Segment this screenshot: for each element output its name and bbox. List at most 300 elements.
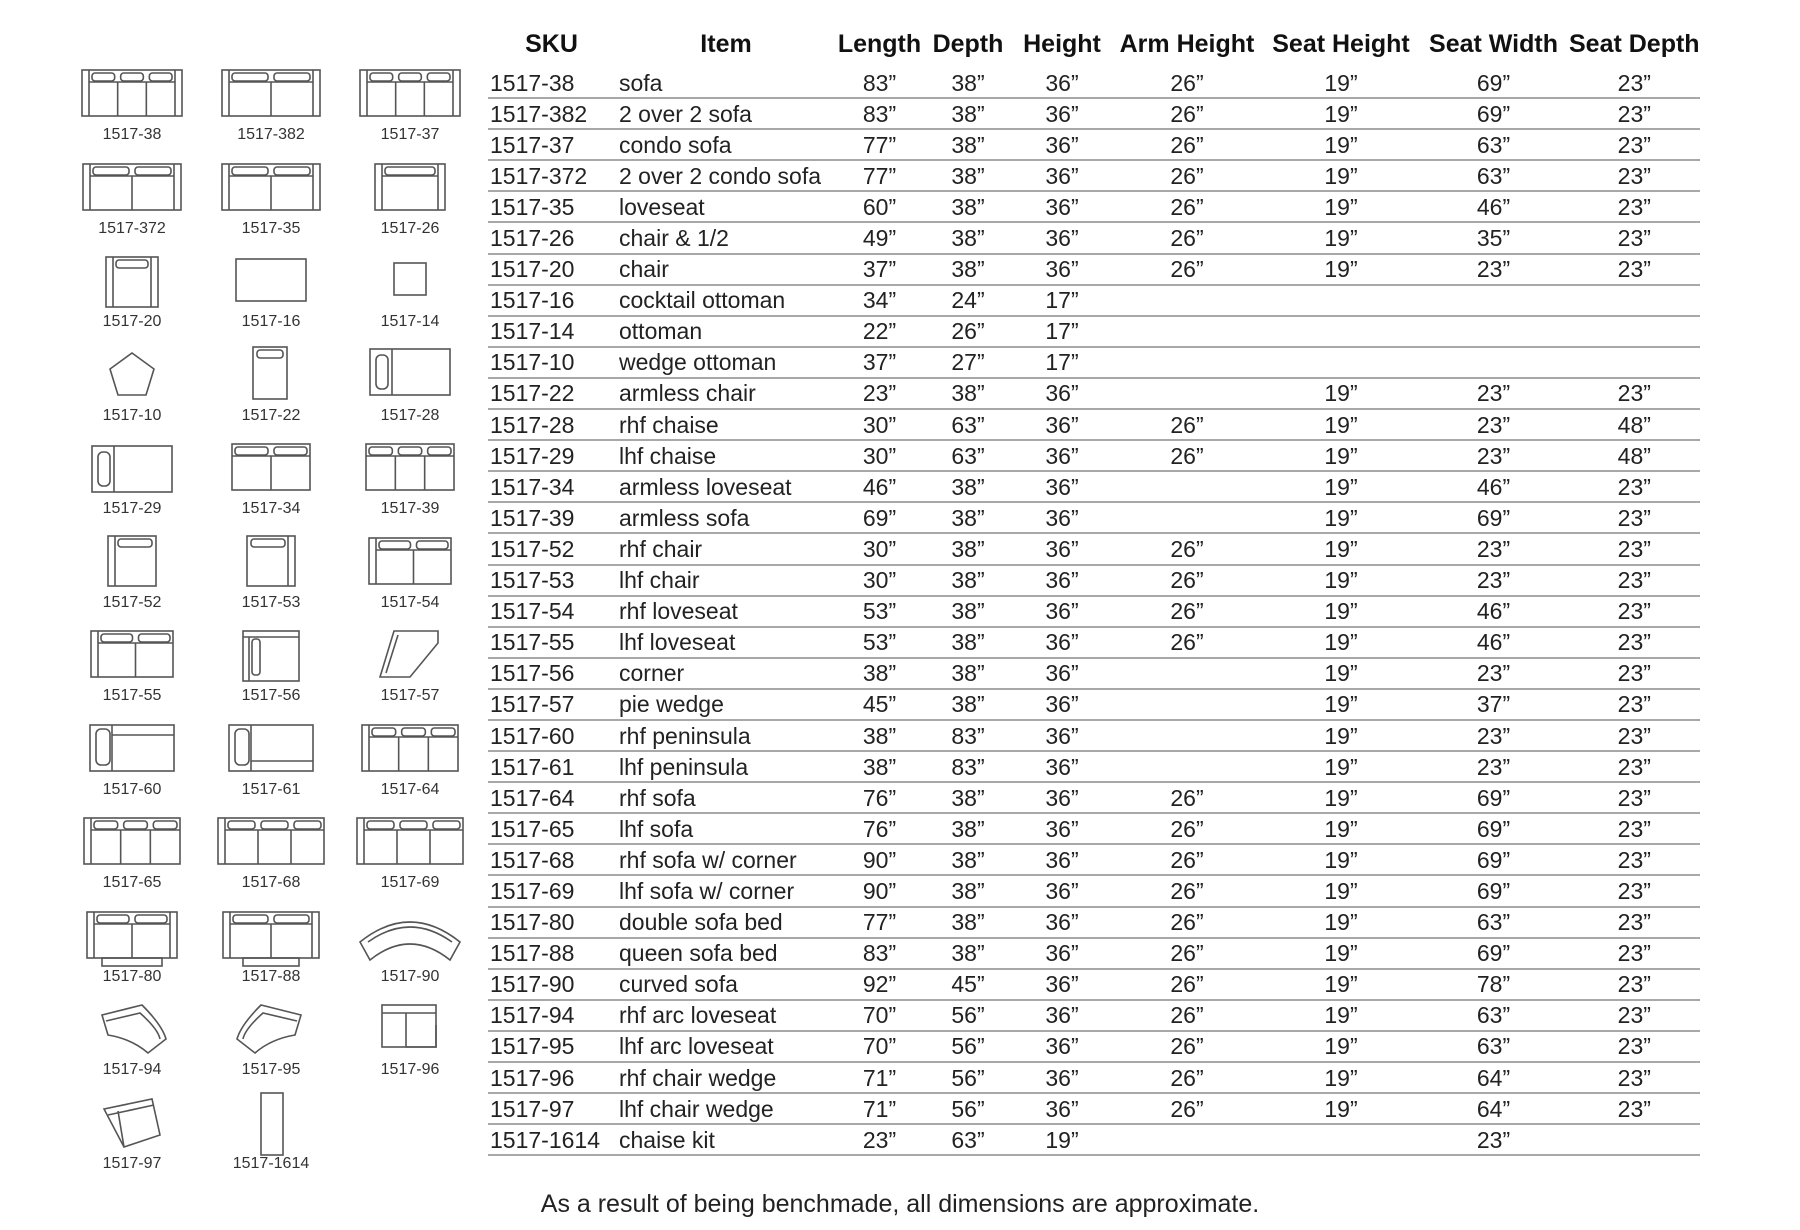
cell-arm-height: 26” (1110, 1062, 1264, 1093)
cell-sku: 1517-80 (488, 907, 615, 938)
cell-height: 36” (1014, 782, 1110, 813)
cell-length: 70” (837, 1031, 922, 1062)
cell-seat-width: 23” (1418, 1124, 1569, 1155)
cell-sku: 1517-88 (488, 938, 615, 969)
furniture-diagram (201, 621, 341, 713)
cell-depth: 38” (922, 782, 1014, 813)
cell-sku: 1517-60 (488, 720, 615, 751)
table-row (488, 969, 1700, 1000)
cell-seat-depth: 23” (1569, 907, 1700, 938)
furniture-diagram (201, 528, 341, 620)
cell-item: rhf sofa w/ corner (615, 844, 837, 875)
furniture-diagram (340, 995, 480, 1087)
cell-arm-height: 26” (1110, 254, 1264, 285)
cell-item: rhf chaise (615, 409, 837, 440)
diagram-label: 1517-34 (241, 500, 301, 517)
diagram-label: 1517-60 (102, 780, 162, 798)
cell-seat-width: 63” (1418, 1031, 1569, 1062)
cell-length: 77” (837, 907, 922, 938)
cell-height: 17” (1014, 285, 1110, 316)
cell-depth: 38” (922, 160, 1014, 191)
cell-seat-height: 19” (1264, 68, 1418, 98)
cell-item: lhf arc loveseat (615, 1031, 837, 1062)
armless-3-icon (340, 434, 480, 504)
furniture-diagram (62, 341, 202, 433)
table-row (488, 129, 1700, 160)
table-row (488, 1093, 1700, 1124)
cell-height: 36” (1014, 969, 1110, 1000)
cell-seat-width: 23” (1418, 440, 1569, 471)
cell-length: 83” (837, 938, 922, 969)
cell-length: 30” (837, 440, 922, 471)
wedge-right-icon (340, 995, 480, 1065)
cell-length: 30” (837, 565, 922, 596)
cell-seat-depth: 23” (1569, 658, 1700, 689)
cell-length: 37” (837, 347, 922, 378)
cell-depth: 63” (922, 409, 1014, 440)
cell-seat-depth: 23” (1569, 875, 1700, 906)
cell-arm-height: 26” (1110, 160, 1264, 191)
cell-arm-height: 26” (1110, 1000, 1264, 1031)
cell-length: 71” (837, 1093, 922, 1124)
cell-seat-width: 69” (1418, 844, 1569, 875)
cell-depth: 56” (922, 1062, 1014, 1093)
cell-sku: 1517-10 (488, 347, 615, 378)
cell-item: curved sofa (615, 969, 837, 1000)
cell-height: 36” (1014, 627, 1110, 658)
cell-seat-width: 69” (1418, 875, 1569, 906)
cell-sku: 1517-37 (488, 129, 615, 160)
cell-seat-width (1418, 347, 1569, 378)
cell-arm-height: 26” (1110, 222, 1264, 253)
cell-length: 76” (837, 782, 922, 813)
cell-item: rhf chair (615, 533, 837, 564)
cell-length: 69” (837, 502, 922, 533)
diagram-grid (0, 0, 480, 1230)
cell-item: corner (615, 658, 837, 689)
cell-seat-width: 23” (1418, 409, 1569, 440)
cell-seat-depth: 23” (1569, 1062, 1700, 1093)
cell-depth: 38” (922, 222, 1014, 253)
cell-length: 46” (837, 471, 922, 502)
cell-length: 38” (837, 658, 922, 689)
table-row (488, 409, 1700, 440)
cell-length: 23” (837, 1124, 922, 1155)
cell-length: 53” (837, 596, 922, 627)
cell-seat-depth: 23” (1569, 471, 1700, 502)
cell-seat-width: 69” (1418, 502, 1569, 533)
cell-depth: 83” (922, 751, 1014, 782)
cell-depth: 38” (922, 813, 1014, 844)
cell-arm-height: 26” (1110, 782, 1264, 813)
cell-depth: 24” (922, 285, 1014, 316)
diagram-label: 1517-53 (241, 593, 301, 611)
cell-arm-height: 26” (1110, 969, 1264, 1000)
cell-height: 36” (1014, 378, 1110, 409)
cell-arm-height: 26” (1110, 440, 1264, 471)
cell-seat-depth: 23” (1569, 533, 1700, 564)
table-row (488, 160, 1700, 191)
cell-length: 83” (837, 98, 922, 129)
cell-arm-height (1110, 471, 1264, 502)
cell-item: lhf sofa (615, 813, 837, 844)
diagram-label: 1517-382 (237, 126, 305, 143)
diagram-label: 1517-35 (241, 219, 301, 237)
cell-length: 34” (837, 285, 922, 316)
cell-depth: 56” (922, 1000, 1014, 1031)
cell-seat-width (1418, 285, 1569, 316)
cell-depth: 38” (922, 596, 1014, 627)
cell-sku: 1517-55 (488, 627, 615, 658)
cell-arm-height (1110, 347, 1264, 378)
cell-depth: 63” (922, 440, 1014, 471)
furniture-diagram (201, 154, 341, 246)
furniture-diagram (340, 902, 480, 994)
cell-seat-depth: 23” (1569, 191, 1700, 222)
cell-seat-height: 19” (1264, 720, 1418, 751)
header-item: Item (700, 29, 752, 58)
diagram-label: 1517-39 (380, 500, 440, 517)
furniture-diagram (340, 715, 480, 807)
cell-seat-height: 19” (1264, 409, 1418, 440)
diagram-label: 1517-1614 (232, 1154, 310, 1172)
peninsula-right-icon (62, 715, 202, 785)
header-seat-height: Seat Height (1272, 29, 1410, 58)
cell-seat-width: 78” (1418, 969, 1569, 1000)
cell-sku: 1517-57 (488, 689, 615, 720)
cell-seat-height: 19” (1264, 378, 1418, 409)
cell-seat-width: 37” (1418, 689, 1569, 720)
cell-seat-width: 23” (1418, 720, 1569, 751)
cell-seat-width: 64” (1418, 1062, 1569, 1093)
cell-depth: 83” (922, 720, 1014, 751)
diagram-label: 1517-64 (380, 780, 440, 798)
chaise-right-icon (340, 341, 480, 411)
cell-arm-height: 26” (1110, 68, 1264, 98)
cell-seat-width: 63” (1418, 160, 1569, 191)
cell-length: 77” (837, 129, 922, 160)
cell-seat-height: 19” (1264, 129, 1418, 160)
cell-length: 38” (837, 751, 922, 782)
cell-height: 36” (1014, 502, 1110, 533)
cell-length: 30” (837, 409, 922, 440)
cell-height: 36” (1014, 98, 1110, 129)
diagram-label: 1517-38 (102, 126, 162, 143)
cell-arm-height (1110, 751, 1264, 782)
diagram-label: 1517-29 (102, 500, 162, 517)
cell-length: 76” (837, 813, 922, 844)
furniture-diagram (340, 247, 480, 339)
cell-seat-height (1264, 285, 1418, 316)
cell-arm-height: 26” (1110, 129, 1264, 160)
cell-length: 23” (837, 378, 922, 409)
cell-arm-height: 26” (1110, 938, 1264, 969)
cell-seat-height: 19” (1264, 875, 1418, 906)
cell-depth: 38” (922, 938, 1014, 969)
cell-sku: 1517-14 (488, 316, 615, 347)
cell-height: 36” (1014, 658, 1110, 689)
cell-item: loveseat (615, 191, 837, 222)
diagram-label: 1517-372 (98, 219, 166, 237)
cell-sku: 1517-94 (488, 1000, 615, 1031)
cell-height: 19” (1014, 1124, 1110, 1155)
cell-seat-height: 19” (1264, 938, 1418, 969)
cell-length: 90” (837, 875, 922, 906)
cell-seat-height: 19” (1264, 1000, 1418, 1031)
cell-seat-depth: 23” (1569, 254, 1700, 285)
cell-depth: 38” (922, 378, 1014, 409)
cell-seat-width: 63” (1418, 129, 1569, 160)
cell-arm-height: 26” (1110, 596, 1264, 627)
table-row (488, 627, 1700, 658)
cell-item: lhf peninsula (615, 751, 837, 782)
corner-sofa-icon (340, 808, 480, 878)
sofa-2-icon (201, 60, 341, 130)
cell-arm-height (1110, 378, 1264, 409)
cell-item: ottoman (615, 316, 837, 347)
header-seat-width: Seat Width (1429, 29, 1558, 58)
cell-seat-width: 69” (1418, 938, 1569, 969)
cell-seat-width: 23” (1418, 533, 1569, 564)
armless-2-icon (201, 434, 341, 504)
cell-sku: 1517-56 (488, 658, 615, 689)
cell-item: chair & 1/2 (615, 222, 837, 253)
cell-depth: 38” (922, 907, 1014, 938)
cell-sku: 1517-22 (488, 378, 615, 409)
cell-sku: 1517-372 (488, 160, 615, 191)
chaise-kit-icon (201, 1089, 341, 1159)
cell-seat-depth: 23” (1569, 1000, 1700, 1031)
corner-icon (201, 621, 341, 691)
cell-length: 53” (837, 627, 922, 658)
cell-sku: 1517-97 (488, 1093, 615, 1124)
cell-length: 37” (837, 254, 922, 285)
cell-arm-height: 26” (1110, 409, 1264, 440)
table-row (488, 658, 1700, 689)
cell-arm-height (1110, 1124, 1264, 1155)
table-row (488, 254, 1700, 285)
cell-item: pie wedge (615, 689, 837, 720)
cell-seat-width: 63” (1418, 1000, 1569, 1031)
rect-ottoman-icon (201, 247, 341, 317)
furniture-diagram (62, 528, 202, 620)
cell-seat-depth: 23” (1569, 98, 1700, 129)
cell-height: 36” (1014, 907, 1110, 938)
cell-arm-height: 26” (1110, 533, 1264, 564)
table-row (488, 98, 1700, 129)
furniture-diagram (201, 434, 341, 526)
cell-depth: 26” (922, 316, 1014, 347)
cell-item: wedge ottoman (615, 347, 837, 378)
table-row (488, 751, 1700, 782)
furniture-diagram (201, 995, 341, 1087)
cell-height: 36” (1014, 254, 1110, 285)
cell-length: 60” (837, 191, 922, 222)
cell-item: armless sofa (615, 502, 837, 533)
furniture-diagram (62, 995, 202, 1087)
cell-seat-width: 23” (1418, 565, 1569, 596)
cell-seat-width: 23” (1418, 751, 1569, 782)
cell-sku: 1517-64 (488, 782, 615, 813)
table-body (488, 68, 1700, 1155)
cell-seat-width: 63” (1418, 907, 1569, 938)
cell-item: rhf loveseat (615, 596, 837, 627)
arc-right-icon (62, 995, 202, 1065)
sofa-3-icon (340, 60, 480, 130)
diagram-label: 1517-37 (380, 126, 440, 143)
cell-seat-depth: 23” (1569, 1031, 1700, 1062)
header-length: Length (837, 29, 922, 58)
diagram-label: 1517-65 (102, 874, 162, 891)
table-row (488, 1031, 1700, 1062)
cell-seat-depth (1569, 347, 1700, 378)
cell-seat-width: 46” (1418, 191, 1569, 222)
cell-seat-height: 19” (1264, 1031, 1418, 1062)
cell-seat-depth: 23” (1569, 68, 1700, 98)
table-row (488, 907, 1700, 938)
diagram-label: 1517-52 (102, 593, 162, 611)
cell-height: 36” (1014, 440, 1110, 471)
table-row (488, 191, 1700, 222)
header-sku: SKU (525, 29, 578, 58)
furniture-diagram (62, 434, 202, 526)
cell-seat-width: 23” (1418, 658, 1569, 689)
cell-seat-depth: 23” (1569, 222, 1700, 253)
cell-seat-depth (1569, 316, 1700, 347)
diagram-label: 1517-14 (380, 313, 440, 330)
table-header-row (488, 24, 1700, 68)
cell-height: 36” (1014, 813, 1110, 844)
cell-arm-height: 26” (1110, 565, 1264, 596)
cell-height: 36” (1014, 1031, 1110, 1062)
furniture-diagram (201, 60, 341, 152)
cell-arm-height (1110, 720, 1264, 751)
cell-seat-width: 23” (1418, 378, 1569, 409)
cell-length: 30” (837, 533, 922, 564)
cell-seat-height: 19” (1264, 98, 1418, 129)
cell-seat-depth: 23” (1569, 129, 1700, 160)
cell-length: 38” (837, 720, 922, 751)
cell-seat-height: 19” (1264, 565, 1418, 596)
furniture-diagram (201, 341, 341, 433)
diagram-label: 1517-88 (241, 967, 301, 985)
dimensions-table (488, 24, 1700, 1156)
cell-seat-width: 46” (1418, 596, 1569, 627)
cell-sku: 1517-26 (488, 222, 615, 253)
cell-seat-depth: 23” (1569, 565, 1700, 596)
cell-seat-width: 69” (1418, 782, 1569, 813)
cell-seat-depth: 23” (1569, 751, 1700, 782)
cell-item: armless loveseat (615, 471, 837, 502)
arc-left-icon (201, 995, 341, 1065)
cell-seat-width (1418, 316, 1569, 347)
cell-depth: 38” (922, 68, 1014, 98)
diagram-label: 1517-56 (241, 687, 301, 704)
cell-arm-height (1110, 502, 1264, 533)
diagram-label: 1517-10 (102, 406, 162, 424)
cell-seat-depth: 48” (1569, 409, 1700, 440)
cell-seat-depth (1569, 285, 1700, 316)
cell-depth: 38” (922, 658, 1014, 689)
cell-height: 36” (1014, 68, 1110, 98)
table-row (488, 596, 1700, 627)
table-row (488, 285, 1700, 316)
furniture-diagram (340, 621, 480, 713)
cell-seat-height: 19” (1264, 1093, 1418, 1124)
cell-seat-height (1264, 1124, 1418, 1155)
furniture-diagram (62, 1089, 202, 1181)
furniture-diagram (62, 60, 202, 152)
one-arm-3-icon (62, 808, 202, 878)
furniture-diagram (62, 247, 202, 339)
cell-length: 90” (837, 844, 922, 875)
cell-height: 36” (1014, 129, 1110, 160)
cell-arm-height: 26” (1110, 907, 1264, 938)
cell-seat-height: 19” (1264, 160, 1418, 191)
table-row (488, 720, 1700, 751)
cell-seat-depth: 23” (1569, 689, 1700, 720)
cell-height: 36” (1014, 533, 1110, 564)
cell-item: chaise kit (615, 1124, 837, 1155)
cell-height: 36” (1014, 875, 1110, 906)
cell-item: lhf chair wedge (615, 1093, 837, 1124)
cell-sku: 1517-61 (488, 751, 615, 782)
cell-arm-height: 26” (1110, 813, 1264, 844)
table-row (488, 533, 1700, 564)
cell-height: 36” (1014, 596, 1110, 627)
cell-item: lhf chair (615, 565, 837, 596)
cell-height: 36” (1014, 565, 1110, 596)
sofabed-2-icon (62, 902, 202, 972)
diagram-label: 1517-28 (380, 406, 440, 424)
cell-seat-depth: 23” (1569, 160, 1700, 191)
table-row (488, 502, 1700, 533)
table-row (488, 222, 1700, 253)
sofa-1-icon (340, 154, 480, 224)
cell-seat-height: 19” (1264, 502, 1418, 533)
one-arm-2-icon (62, 621, 202, 691)
furniture-diagram (201, 247, 341, 339)
cell-sku: 1517-65 (488, 813, 615, 844)
cell-seat-height: 19” (1264, 191, 1418, 222)
cell-sku: 1517-1614 (488, 1124, 615, 1155)
cell-depth: 56” (922, 1031, 1014, 1062)
diagram-label: 1517-68 (241, 874, 301, 891)
wedge-left-icon (62, 1089, 202, 1159)
cell-depth: 63” (922, 1124, 1014, 1155)
cell-seat-depth: 23” (1569, 844, 1700, 875)
cell-sku: 1517-29 (488, 440, 615, 471)
diagram-label: 1517-97 (102, 1154, 162, 1172)
cell-seat-width: 23” (1418, 254, 1569, 285)
table-row (488, 1124, 1700, 1155)
cell-seat-height: 19” (1264, 471, 1418, 502)
chaise-left-icon (62, 434, 202, 504)
cell-item: lhf chaise (615, 440, 837, 471)
table-row (488, 316, 1700, 347)
cell-depth: 38” (922, 129, 1014, 160)
cell-seat-width: 69” (1418, 813, 1569, 844)
cell-seat-depth: 23” (1569, 938, 1700, 969)
diagram-label: 1517-57 (380, 687, 440, 704)
cell-seat-depth: 23” (1569, 502, 1700, 533)
cell-arm-height: 26” (1110, 98, 1264, 129)
sofabed-3-icon (201, 902, 341, 972)
table-row (488, 347, 1700, 378)
table-row (488, 565, 1700, 596)
cell-item: chair (615, 254, 837, 285)
cell-sku: 1517-53 (488, 565, 615, 596)
